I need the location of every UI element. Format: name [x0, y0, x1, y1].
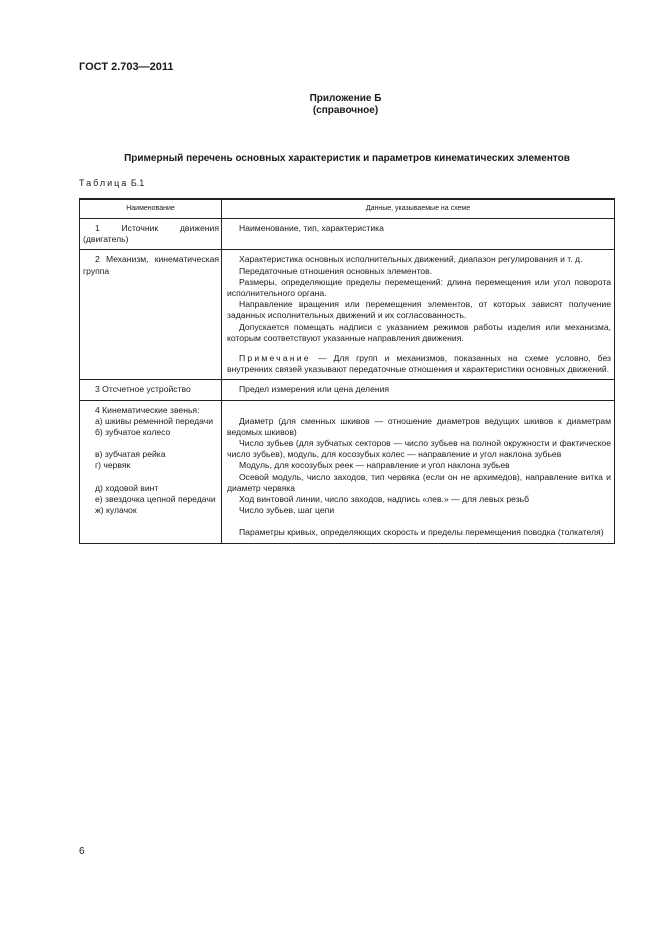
row2-data [222, 250, 615, 380]
row3-data-text: Предел измерения или цена деления [239, 384, 390, 395]
table-label-number: Б.1 [130, 178, 145, 188]
row4-item-name: а) шкивы ременной передачи [95, 415, 214, 426]
header-name: Наименование [80, 199, 222, 219]
row4-item-name: ж) кулачок [95, 505, 137, 516]
row2-data-line: Допускается помещать надписи с указанием режимов работы изделия или механизма, которым соответствуют указанные направления движения. [227, 321, 611, 343]
table-label [79, 178, 144, 188]
appendix-heading [0, 93, 661, 117]
row4-item-name: е) звездочка цепной передачи [95, 493, 216, 504]
section-title: Примерный перечень основных характеристик и параметров кинематических элементов [124, 153, 570, 164]
row4-item-data: Осевой модуль, число заходов, тип червяка (если он не архимедов), направление витка и диаметр червяка [227, 471, 611, 493]
row4-name-head: 4 Кинематические звенья: [95, 404, 200, 415]
row3-data [222, 380, 615, 400]
document-code: ГОСТ 2.703—2011 [79, 61, 174, 73]
appendix-title: Приложение Б [309, 93, 382, 104]
note-word: Примечание [239, 353, 311, 364]
row1-name [80, 219, 222, 250]
row2-data-line: Направление вращения или перемещения элементов, от которых зависят получение заданных исполнительных движений и их согласованность. [227, 299, 611, 321]
row3-name [80, 380, 222, 400]
row4-item-name: д) ходовой винт [95, 482, 159, 493]
characteristics-table [79, 198, 615, 544]
row4-item-name: в) зубчатая рейка [95, 449, 166, 460]
row4-item-name: б) зубчатое колесо [95, 427, 171, 438]
row2-data-line: Передаточные отношения основных элементов. [239, 265, 433, 276]
row1-name-text: 1 Источник движения (двигатель) [83, 223, 219, 245]
row3-name-text: 3 Отсчетное устройство [95, 384, 191, 395]
row4-item-data: Параметры кривых, определяющих скорость и пределы перемещения поводка (толкателя) [239, 527, 604, 538]
table-row [80, 250, 615, 380]
table-label-word: Таблица [79, 178, 129, 188]
row2-name [80, 250, 222, 380]
row4-item-name: г) червяк [95, 460, 131, 471]
header-data: Данные, указываемые на схеме [222, 199, 615, 219]
row4-item-data: Ход винтовой линии, число заходов, надпись «лев.» — для левых резьб [239, 494, 530, 505]
row4-name [80, 400, 222, 543]
page-number: 6 [79, 846, 85, 857]
row2-data-line: Размеры, определяющие пределы перемещений: длина перемещения или угол поворота исполнительного органа. [227, 276, 611, 299]
row4-data [222, 400, 615, 543]
table-header-row [80, 199, 615, 219]
table-row [80, 219, 615, 250]
row2-data-line: Характеристика основных исполнительных движений, диапазон регулирования и т. д. [239, 254, 583, 265]
row1-data [222, 219, 615, 250]
appendix-subtitle: (справочное) [312, 105, 379, 116]
row2-name-text: 2 Механизм, кинематическая группа [83, 254, 219, 276]
note-text: — Для групп и механизмов, показанных на схеме условно, без внутренних связей указывают передаточные отношения и характеристики основных движений. [227, 353, 611, 375]
table-row [80, 380, 615, 400]
row2-note [227, 353, 611, 375]
row4-item-data: Число зубьев (для зубчатых секторов — число зубьев на полной окружности и фактическое число зубьев), модуль, для косозубых колес — направление и угол наклона зубьев [227, 438, 611, 460]
row1-data-text: Наименование, тип, характеристика [239, 223, 384, 233]
row4-item-data: Число зубьев, шаг цепи [239, 505, 335, 516]
row4-item-data: Модуль, для косозубых реек — направление и угол наклона зубьев [239, 460, 510, 471]
row4-item-data: Диаметр (для сменных шкивов — отношение диаметров ведущих шкивов к диаметрам ведомых шкивов) [227, 415, 611, 437]
table-row [80, 400, 615, 543]
